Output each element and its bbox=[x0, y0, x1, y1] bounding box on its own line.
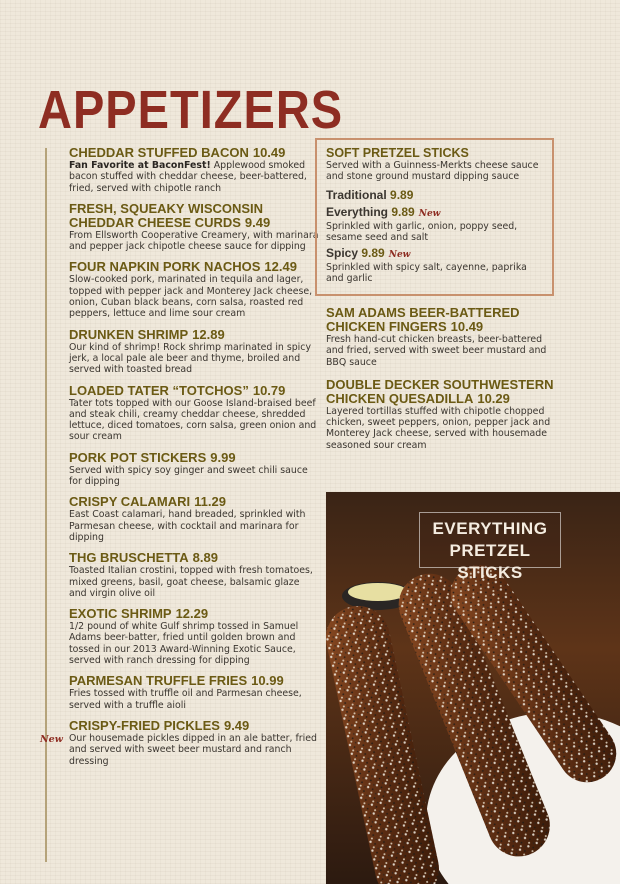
item-price: 10.29 bbox=[477, 390, 510, 406]
menu-item-totchos bbox=[69, 384, 319, 443]
item-desc: Fresh hand-cut chicken breasts, beer-battered and fried, served with sweet beer mustard and BBQ sauce bbox=[326, 334, 547, 368]
item-price: 9.49 bbox=[223, 717, 250, 733]
menu-item-pot-stickers bbox=[69, 451, 319, 488]
photo-label bbox=[419, 512, 561, 582]
item-price: 9.99 bbox=[210, 449, 236, 465]
new-badge: New bbox=[418, 208, 441, 219]
option-name: Spicy bbox=[326, 246, 359, 261]
item-desc: Applewood smoked bacon stuffed with cheddar cheese, beer-battered, fried, served with chipotle ranch bbox=[69, 160, 307, 194]
item-name: EXOTIC SHRIMP bbox=[69, 606, 172, 622]
menu-item-fried-pickles bbox=[69, 719, 319, 767]
item-price: 9.49 bbox=[244, 214, 271, 230]
item-desc: Fries tossed with truffle oil and Parmesan cheese, served with a truffle aioli bbox=[69, 688, 302, 711]
item-desc: Layered tortillas stuffed with chipotle chopped chicken, sweet peppers, onion, pepper jack and Monterey Jack cheese, served with housemade seasoned sour cream bbox=[326, 405, 551, 451]
menu-item-exotic-shrimp bbox=[69, 607, 319, 666]
pretzel-sticks-box bbox=[315, 138, 554, 296]
left-divider bbox=[45, 148, 47, 862]
item-price: 8.89 bbox=[192, 550, 218, 566]
item-name: CRISPY-FRIED PICKLES bbox=[69, 717, 220, 733]
option-price: 9.89 bbox=[391, 204, 415, 219]
menu-item-chicken-fingers bbox=[326, 306, 556, 368]
item-price: 11.29 bbox=[194, 494, 226, 510]
item-desc: Our kind of shrimp! Rock shrimp marinated in spicy jerk, a local pale ale beer and thyme, broiled and served with toasted bread bbox=[69, 341, 311, 376]
item-desc: Our housemade pickles dipped in an ale batter, fried and served with sweet beer mustard and ranch dressing bbox=[69, 732, 317, 767]
menu-item-truffle-fries bbox=[69, 674, 319, 711]
item-name: FRESH, SQUEAKY WISCONSIN CHEDDAR CHEESE CURDS bbox=[69, 200, 264, 230]
pretzel-desc: Served with a Guinness-Merkts cheese sauce and stone ground mustard dipping sauce bbox=[326, 160, 539, 183]
new-badge: New bbox=[40, 734, 63, 745]
option-name: Traditional bbox=[326, 187, 387, 202]
option-price: 9.89 bbox=[390, 187, 414, 202]
appetizer-list-right bbox=[326, 306, 556, 459]
pretzel-option-traditional bbox=[326, 189, 543, 202]
option-price: 9.89 bbox=[361, 246, 385, 261]
item-desc: 1/2 pound of white Gulf shrimp tossed in Samuel Adams beer-batter, fried until golden brown and tossed in our 2013 Award-Winning Exotic Sauce, served with ranch dressing for dipping bbox=[69, 621, 299, 667]
option-desc: Sprinkled with garlic, onion, poppy seed, sesame seed and salt bbox=[326, 220, 518, 243]
option-desc: Sprinkled with spicy salt, cayenne, paprika and garlic bbox=[326, 262, 527, 285]
item-price: 10.79 bbox=[252, 382, 286, 398]
item-price: 12.29 bbox=[175, 606, 209, 622]
menu-item-cheddar-bacon bbox=[69, 146, 319, 194]
item-price: 10.49 bbox=[450, 319, 484, 334]
option-name: Everything bbox=[326, 204, 389, 219]
menu-item-bruschetta bbox=[69, 551, 319, 599]
menu-item-calamari bbox=[69, 495, 319, 543]
item-name: SAM ADAMS BEER-BATTERED CHICKEN FINGERS bbox=[326, 305, 520, 334]
item-name: FOUR NAPKIN PORK NACHOS bbox=[69, 259, 261, 275]
item-name: CRISPY CALAMARI bbox=[69, 494, 191, 510]
item-desc: Slow-cooked pork, marinated in tequila and lager, topped with pepper jack and Monterey Jack cheese, onion, Cuban black beans, corn salsa, roasted red peppers, lettuce and lime sour cream bbox=[69, 274, 313, 320]
item-price: 10.99 bbox=[251, 673, 284, 689]
item-highlight: Fan Favorite at BaconFest! bbox=[69, 160, 211, 171]
item-name: PORK POT STICKERS bbox=[69, 449, 207, 465]
page-title: APPETIZERS bbox=[38, 78, 344, 140]
new-badge: New bbox=[388, 250, 411, 261]
photo-label-line1: EVERYTHING bbox=[432, 519, 548, 538]
item-name: THG BRUSCHETTA bbox=[69, 550, 189, 566]
appetizer-list-left bbox=[69, 146, 319, 775]
item-desc: Toasted Italian crostini, topped with fresh tomatoes, mixed greens, basil, goat cheese, balsamic glaze and virgin olive oil bbox=[69, 565, 313, 599]
pretzel-title: SOFT PRETZEL STICKS bbox=[326, 146, 469, 160]
item-desc: From Ellsworth Cooperative Creamery, with marinara and pepper jack chipotle cheese sauce for dipping bbox=[69, 229, 319, 253]
item-desc: Served with spicy soy ginger and sweet chili sauce for dipping bbox=[69, 464, 308, 488]
menu-item-drunken-shrimp bbox=[69, 328, 319, 376]
item-name: LOADED TATER “TOTCHOS” bbox=[69, 382, 249, 398]
item-desc: East Coast calamari, hand breaded, sprinkled with Parmesan cheese, with cocktail and marinara for dipping bbox=[69, 509, 306, 543]
menu-item-cheese-curds bbox=[69, 202, 319, 253]
pretzel-option-everything bbox=[326, 206, 543, 221]
photo-label-line2: PRETZEL STICKS bbox=[449, 541, 531, 582]
menu-item-quesadilla bbox=[326, 378, 556, 451]
item-price: 12.89 bbox=[192, 326, 225, 342]
item-price: 10.49 bbox=[252, 145, 286, 160]
item-name: CHEDDAR STUFFED BACON bbox=[69, 145, 249, 160]
item-price: 12.49 bbox=[264, 259, 297, 275]
menu-item-pork-nachos bbox=[69, 260, 319, 319]
item-name: DRUNKEN SHRIMP bbox=[69, 326, 189, 342]
item-desc: Tater tots topped with our Goose Island-braised beef and steak chili, creamy cheddar cheese, shredded lettuce, diced tomatoes, corn salsa, green onion and sour cream bbox=[69, 397, 317, 443]
item-name: PARMESAN TRUFFLE FRIES bbox=[69, 673, 248, 689]
item-name: DOUBLE DECKER SOUTHWESTERN CHICKEN QUESADILLA bbox=[326, 376, 554, 406]
pretzel-option-spicy bbox=[326, 247, 543, 262]
